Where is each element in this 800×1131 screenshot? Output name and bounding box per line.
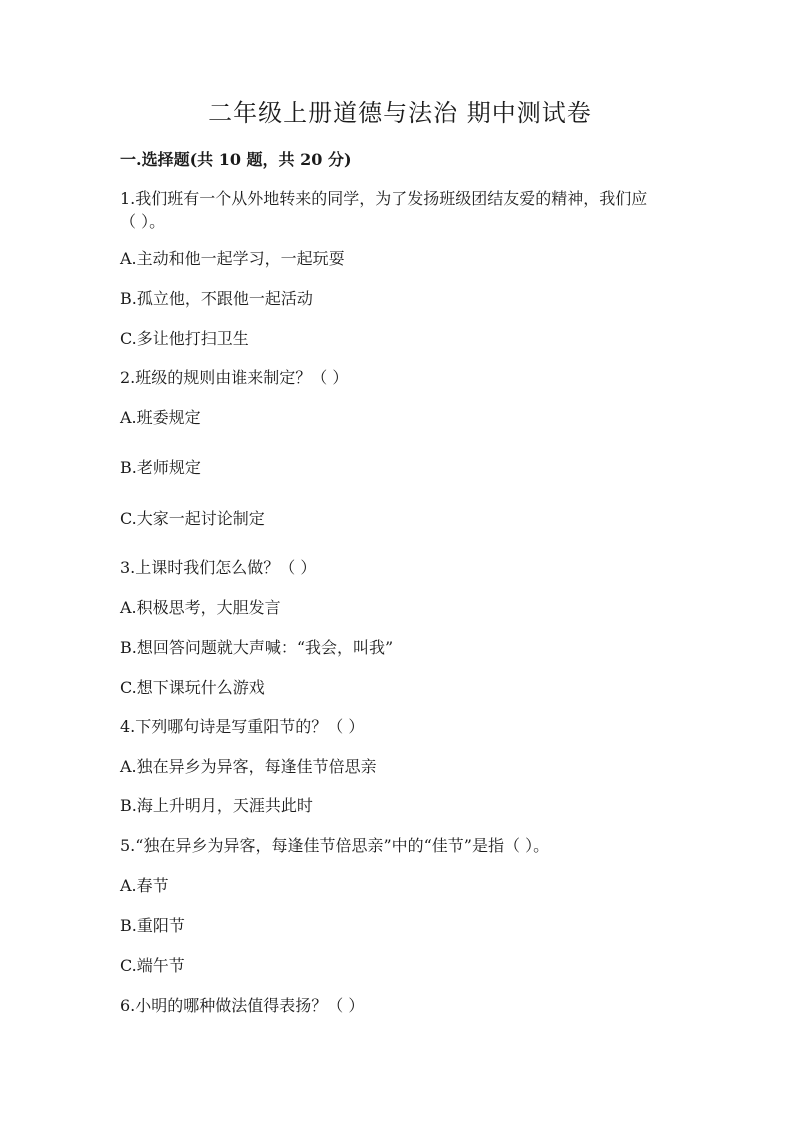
question-3-option-c: C.想下课玩什么游戏 — [120, 678, 265, 697]
section-header: 一.选择题(共 10 题，共 20 分) — [120, 150, 352, 169]
question-3-stem: 3.上课时我们怎么做？（ ） — [120, 558, 317, 577]
question-5-option-c: C.端午节 — [120, 956, 185, 975]
question-1-option-a: A.主动和他一起学习，一起玩耍 — [120, 249, 345, 268]
question-1-option-c: C.多让他打扫卫生 — [120, 329, 249, 348]
question-2-stem: 2.班级的规则由谁来制定？（ ） — [120, 368, 349, 387]
question-4-option-a: A.独在异乡为异客，每逢佳节倍思亲 — [120, 757, 377, 776]
question-2-option-c: C.大家一起讨论制定 — [120, 509, 265, 528]
question-5-stem: 5.“独在异乡为异客，每逢佳节倍思亲”中的“佳节”是指（ ）。 — [120, 836, 550, 855]
question-1-option-b: B.孤立他，不跟他一起活动 — [120, 289, 313, 308]
question-2-option-a: A.班委规定 — [120, 408, 201, 427]
question-1-stem: 1.我们班有一个从外地转来的同学，为了发扬班级团结友爱的精神，我们应 — [120, 189, 648, 208]
question-3-option-b: B.想回答问题就大声喊：“我会，叫我” — [120, 638, 394, 657]
page-title: 二年级上册道德与法治 期中测试卷 — [208, 99, 592, 127]
question-5-option-a: A.春节 — [120, 876, 169, 895]
question-4-stem: 4.下列哪句诗是写重阳节的？（ ） — [120, 717, 365, 736]
question-4-option-b: B.海上升明月，天涯共此时 — [120, 796, 313, 815]
question-5-option-b: B.重阳节 — [120, 916, 185, 935]
question-3-option-a: A.积极思考，大胆发言 — [120, 598, 281, 617]
question-1-stem-continued: （ ）。 — [120, 212, 166, 231]
question-2-option-b: B.老师规定 — [120, 458, 201, 477]
question-6-stem: 6.小明的哪种做法值得表扬？（ ） — [120, 996, 365, 1015]
